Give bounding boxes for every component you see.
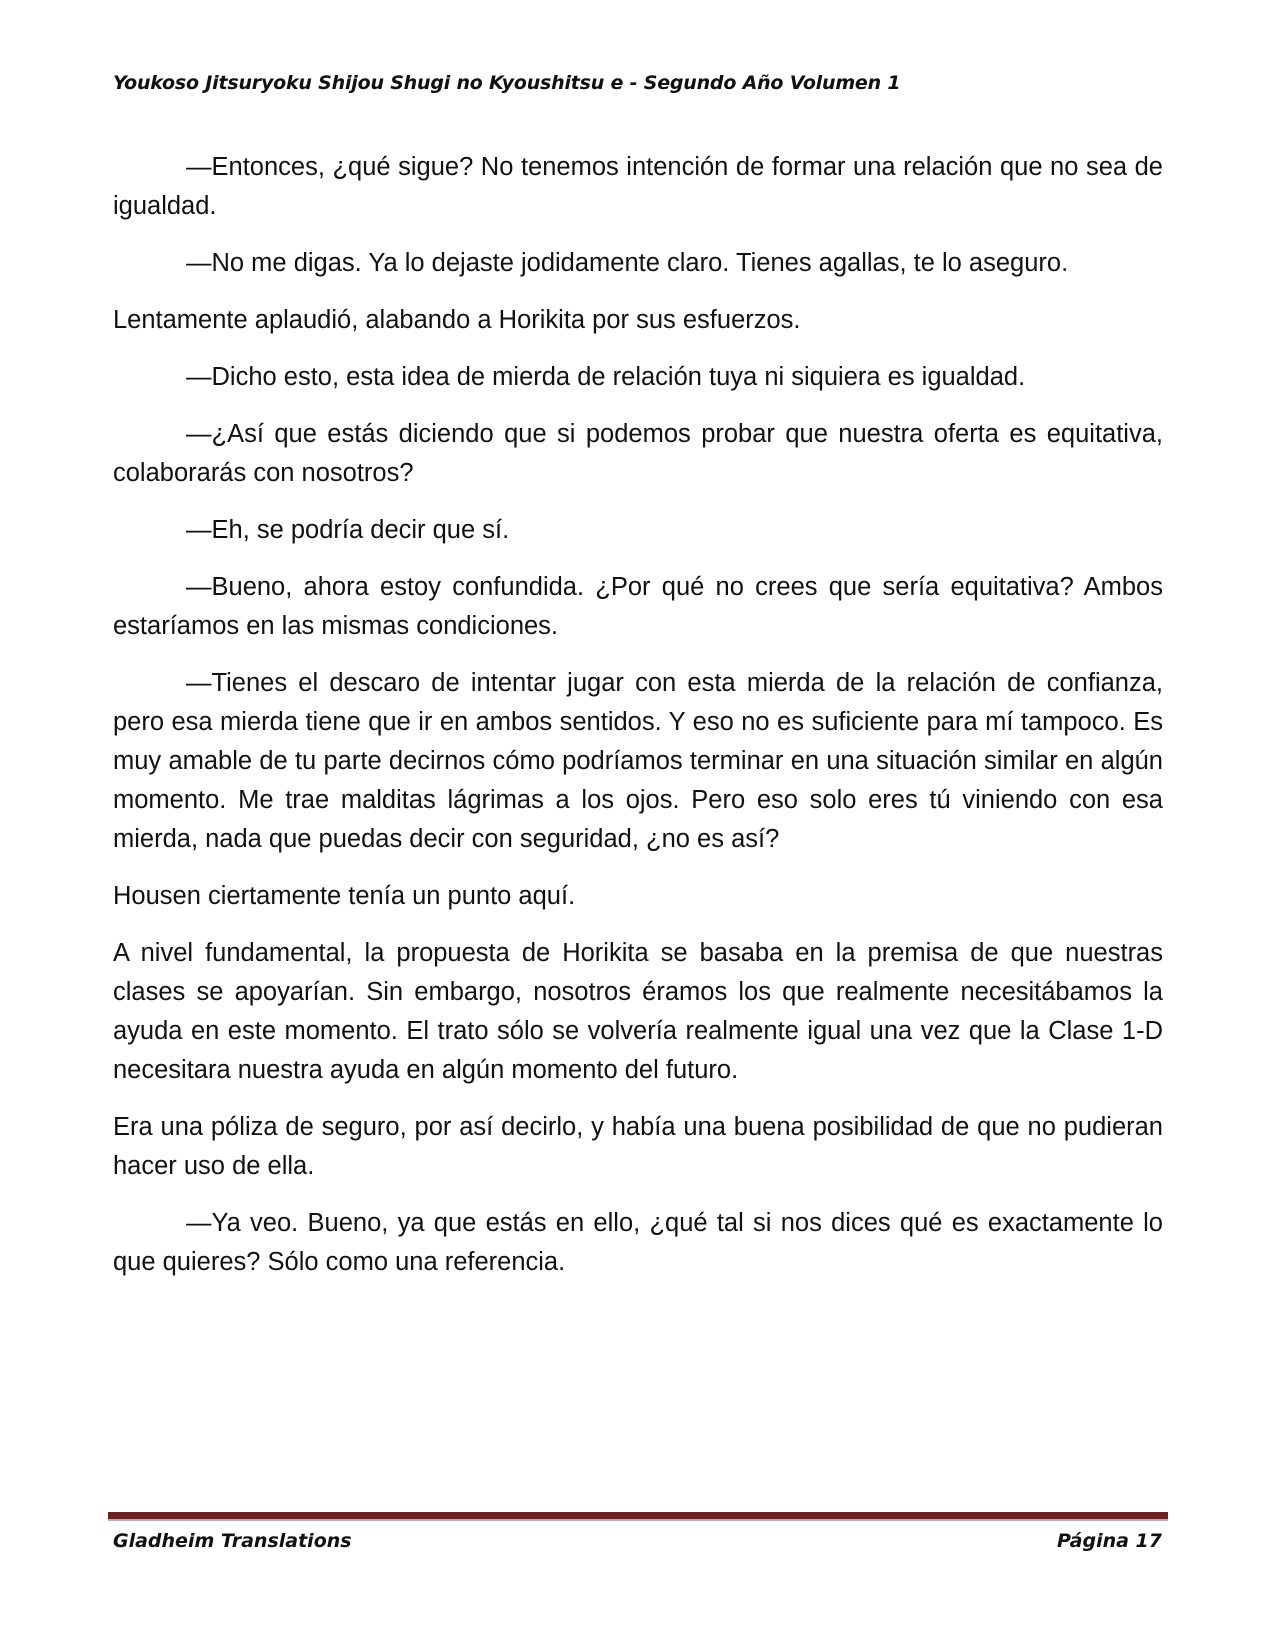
paragraph: —¿Así que estás diciendo que si podemos probar que nuestra oferta es equitativa, colaborarás con nosotros?	[113, 420, 1163, 487]
paragraph: —Ya veo. Bueno, ya que estás en ello, ¿qué tal si nos dices qué es exactamente lo que quieres? Sólo como una referencia.	[113, 1209, 1163, 1276]
paragraph: —Tienes el descaro de intentar jugar con esta mierda de la relación de confianza, pero esa mierda tiene que ir en ambos sentidos. Y eso no es suficiente para mí tampoco. Es muy amable de tu parte decirnos cómo podríamos terminar en una situación similar en algún momento. Me trae malditas lágrimas a los ojos. Pero eso solo eres tú viniendo con esa mierda, nada que puedas decir con seguridad, ¿no es así?	[113, 669, 1163, 853]
running-header: Youkoso Jitsuryoku Shijou Shugi no Kyoushitsu e - Segundo Año Volumen 1	[113, 72, 901, 94]
page-number: Página 17	[1056, 1530, 1162, 1552]
paragraph: Era una póliza de seguro, por así decirlo, y había una buena posibilidad de que no pudieran hacer uso de ella.	[113, 1113, 1163, 1180]
footer-credit: Gladheim Translations	[113, 1530, 352, 1552]
paragraph: Housen ciertamente tenía un punto aquí.	[113, 882, 576, 910]
paragraph: —No me digas. Ya lo dejaste jodidamente claro. Tienes agallas, te lo aseguro.	[186, 249, 1069, 277]
page-body	[113, 148, 1163, 1300]
paragraph: —Dicho esto, esta idea de mierda de relación tuya ni siquiera es igualdad.	[186, 363, 1026, 391]
paragraph: A nivel fundamental, la propuesta de Horikita se basaba en la premisa de que nuestras clases se apoyarían. Sin embargo, nosotros éramos los que realmente necesitábamos la ayuda en este momento. El trato sólo se volvería realmente igual una vez que la Clase 1-D necesitara nuestra ayuda en algún momento del futuro.	[113, 939, 1163, 1084]
paragraph: —Entonces, ¿qué sigue? No tenemos intención de formar una relación que no sea de igualdad.	[113, 153, 1163, 220]
paragraph: —Bueno, ahora estoy confundida. ¿Por qué no crees que sería equitativa? Ambos estaríamos en las mismas condiciones.	[113, 573, 1163, 640]
footer-divider	[108, 1512, 1168, 1521]
paragraph: —Eh, se podría decir que sí.	[186, 516, 510, 544]
paragraph: Lentamente aplaudió, alabando a Horikita por sus esfuerzos.	[113, 306, 801, 334]
